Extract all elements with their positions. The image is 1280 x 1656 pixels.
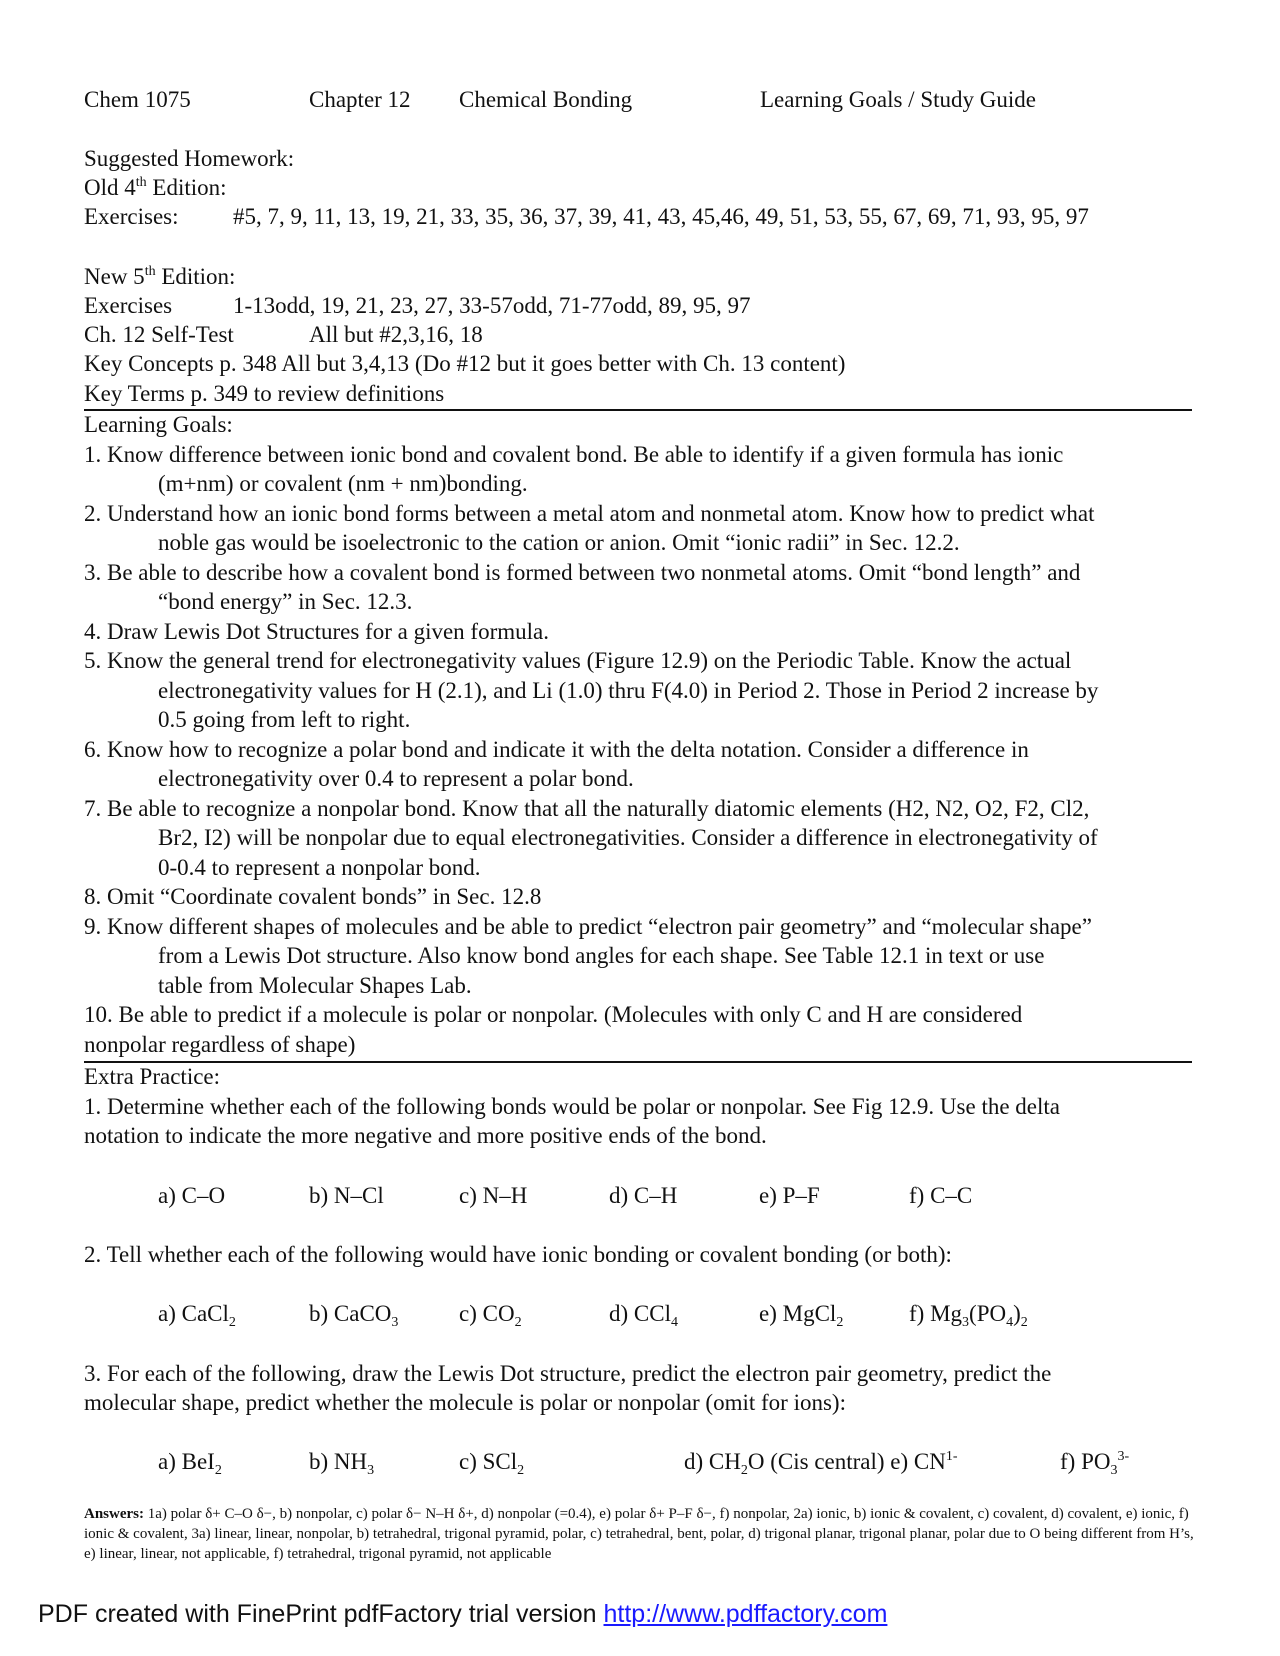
question-1-items (0, 1182, 1280, 1210)
divider (84, 409, 1192, 411)
goal-line: electronegativity over 0.4 to represent a polar bond. (158, 766, 634, 791)
goal-line: 0-0.4 to represent a nonpolar bond. (158, 855, 481, 880)
formula-item: d) CCl$_4$ (609, 1301, 678, 1330)
bond-item: c) N–H (459, 1183, 528, 1208)
self-test-row (0, 321, 1280, 349)
homework-title: Suggested Homework: (84, 146, 295, 171)
goal-line: 6. Know how to recognize a polar bond and indicate it with the delta notation. Consider a difference in (84, 737, 1029, 762)
extra-practice-title: Extra Practice: (84, 1064, 221, 1089)
page-header (0, 86, 1280, 114)
course-label: Chem 1075 (84, 87, 191, 112)
old-exercises-list: #5, 7, 9, 11, 13, 19, 21, 33, 35, 36, 37, 39, 41, 43, 45,46, 49, 51, 53, 55, 67, 69, 71, 93, 95, 97 (233, 204, 1089, 229)
question-1-line: notation to indicate the more negative and more positive ends of the bond. (84, 1123, 767, 1148)
question-3-line: molecular shape, predict whether the molecule is polar or nonpolar (omit for ions): (84, 1390, 846, 1415)
molecule-item: b) $NH_3$ (309, 1449, 375, 1478)
pdffactory-link[interactable]: http://www.pdffactory.com (603, 1600, 888, 1628)
question-3-items (0, 1448, 1280, 1476)
answers-block (84, 1504, 1196, 1564)
goal-line: 10. Be able to predict if a molecule is polar or nonpolar. (Molecules with only C and H are considered (84, 1002, 1023, 1027)
divider (84, 1061, 1192, 1063)
formula-item: a) CaCl$_2$ (158, 1301, 236, 1330)
chapter-label: Chapter 12 (309, 87, 411, 112)
footer-text: PDF created with FinePrint pdfFactory trial version (38, 1600, 597, 1628)
molecule-item: a) BeI$_2$ (158, 1449, 222, 1478)
formula-item: c) $CO_2$ (459, 1301, 522, 1330)
formula-item: f) $Mg_3(PO_4)_2$ (909, 1301, 1028, 1330)
goal-line: 7. Be able to recognize a nonpolar bond. Know that all the naturally diatomic elements (H2, N2, O2, F2, Cl2, (84, 796, 1090, 821)
question-2-items (0, 1300, 1280, 1328)
old-exercises-row (0, 203, 1280, 231)
molecule-item: f) $PO_3^{3-}$ (1060, 1449, 1130, 1478)
goal-line: noble gas would be isoelectronic to the cation or anion. Omit “ionic radii” in Sec. 12.2. (158, 530, 960, 555)
new-edition-label: New 5th Edition: (84, 264, 236, 289)
goal-line: 8. Omit “Coordinate covalent bonds” in Sec. 12.8 (84, 884, 542, 909)
bond-item: e) P–F (759, 1183, 820, 1208)
old-edition-label: Old 4th Edition: (84, 175, 227, 200)
goal-line: Br2, I2) will be nonpolar due to equal electronegativities. Consider a difference in electronegativity of (158, 825, 1098, 850)
formula-item: b) CaCO$_3$ (309, 1301, 399, 1330)
goal-line: electronegativity values for H (2.1), and Li (1.0) thru F(4.0) in Period 2. Those in Period 2 increase by (158, 678, 1099, 703)
molecule-item: d) $CH_2O$ (Cis central) e) $CN^{1-}$ (684, 1449, 958, 1478)
key-concepts: Key Concepts p. 348 All but 3,4,13 (Do #12 but it goes better with Ch. 13 content) (84, 351, 846, 376)
goal-line: “bond energy” in Sec. 12.3. (158, 589, 413, 614)
goal-line: (m+nm) or covalent (nm + nm)bonding. (158, 471, 528, 496)
answers-label: Answers: (84, 1506, 144, 1522)
molecule-item: c) SCl$_2$ (459, 1449, 525, 1478)
goal-line: 5. Know the general trend for electronegativity values (Figure 12.9) on the Periodic Table. Know the actual (84, 648, 1072, 673)
learning-goals-title: Learning Goals: (84, 412, 233, 437)
goal-line: 4. Draw Lewis Dot Structures for a given formula. (84, 619, 549, 644)
pdf-footer (38, 1600, 887, 1629)
key-terms: Key Terms p. 349 to review definitions (84, 381, 445, 406)
bond-item: f) C–C (909, 1183, 973, 1208)
formula-item: e) MgCl$_2$ (759, 1301, 844, 1330)
goal-line: nonpolar regardless of shape) (84, 1032, 356, 1057)
goal-line: 2. Understand how an ionic bond forms between a metal atom and nonmetal atom. Know how to predict what (84, 501, 1095, 526)
bond-item: d) C–H (609, 1183, 678, 1208)
question-2: 2. Tell whether each of the following would have ionic bonding or covalent bonding (or both): (84, 1242, 952, 1267)
question-1-line: 1. Determine whether each of the following bonds would be polar or nonpolar. See Fig 12.9. Use the delta (84, 1094, 1060, 1119)
goal-line: table from Molecular Shapes Lab. (158, 973, 472, 998)
new-exercises-label: Exercises (84, 293, 173, 318)
goal-line: 1. Know difference between ionic bond and covalent bond. Be able to identify if a given formula has ionic (84, 442, 1064, 467)
doc-type-label: Learning Goals / Study Guide (760, 87, 1036, 112)
self-test-value: All but #2,3,16, 18 (309, 322, 483, 347)
new-exercises-row (0, 292, 1280, 320)
bond-item: a) C–O (158, 1183, 226, 1208)
answers-text: 1a) polar δ+ C–O δ−, b) nonpolar, c) polar δ− N–H δ+, d) nonpolar (=0.4), e) polar δ+ P–F δ−, f) nonpolar, 2a) ionic, b) ionic & covalent, c) covalent, d) covalent, e) ionic, f) ionic & covalent, 3a) linear, linear, nonpolar, b) tetrahedral, trigonal pyramid, polar, c) tetrahedral, bent, polar, d) trigonal planar, trigonal planar, polar due to O being different from H’s, e) linear, linear, not applicable, f) tetrahedral, trigonal pyramid, not applicable (84, 1506, 1194, 1562)
goal-line: from a Lewis Dot structure. Also know bond angles for each shape. See Table 12.1 in text or use (158, 943, 1045, 968)
goal-line: 9. Know different shapes of molecules and be able to predict “electron pair geometry” and “molecular shape” (84, 914, 1092, 939)
new-exercises-list: 1-13odd, 19, 21, 23, 27, 33-57odd, 71-77odd, 89, 95, 97 (233, 293, 751, 318)
goal-line: 0.5 going from left to right. (158, 707, 411, 732)
self-test-label: Ch. 12 Self-Test (84, 322, 234, 347)
old-exercises-label: Exercises: (84, 204, 179, 229)
topic-label: Chemical Bonding (459, 87, 633, 112)
question-3-line: 3. For each of the following, draw the Lewis Dot structure, predict the electron pair geometry, predict the (84, 1361, 1052, 1386)
goal-line: 3. Be able to describe how a covalent bond is formed between two nonmetal atoms. Omit “bond length” and (84, 560, 1081, 585)
bond-item: b) N–Cl (309, 1183, 384, 1208)
